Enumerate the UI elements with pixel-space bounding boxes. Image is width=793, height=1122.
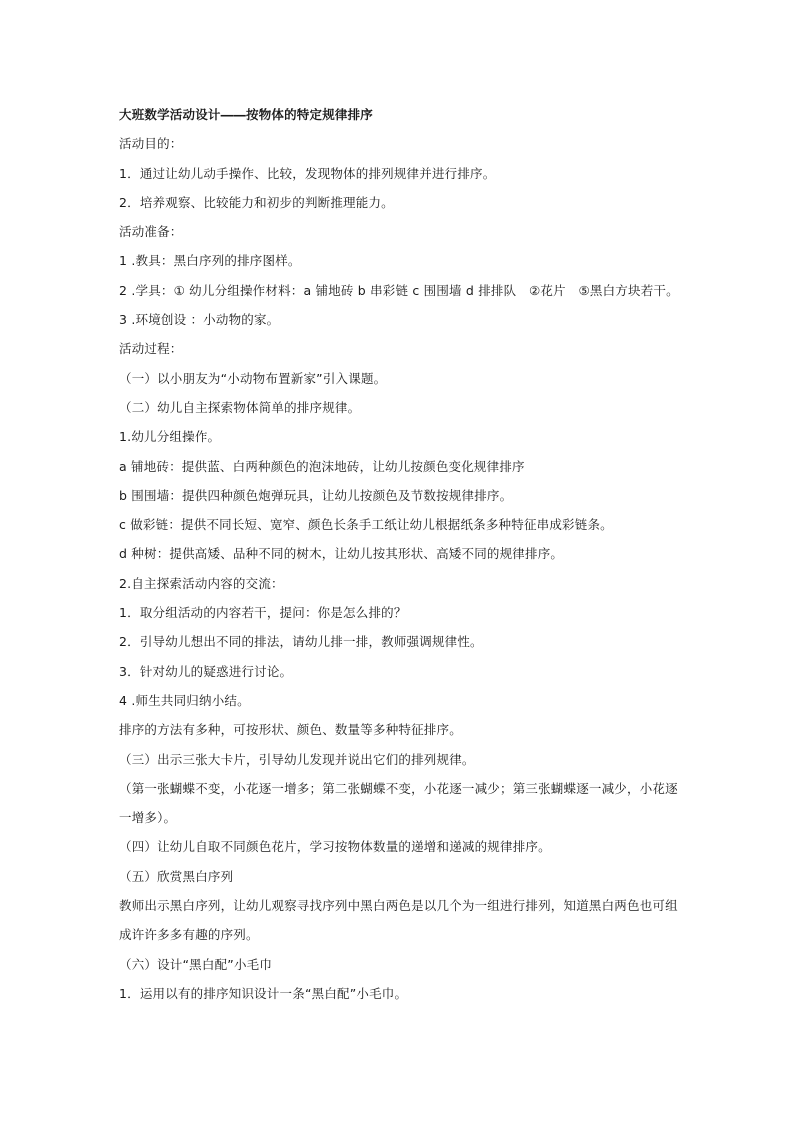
subsection-group-operation: 1.幼儿分组操作。: [119, 429, 221, 445]
exchange-item-1: 1．取分组活动的内容若干，提问：你是怎么排的？: [119, 605, 407, 621]
exchange-item-3: 3．针对幼儿的疑惑进行讨论。: [119, 663, 293, 679]
process-step-3: （三）出示三张大卡片，引导幼儿发现并说出它们的排列规律。: [119, 751, 475, 767]
preparation-item-2: 2 .学具：① 幼儿分组操作材料：a 铺地砖 b 串彩链 c 围围墙 d 排排队 ②花片 ⑤黑白方块若干。: [119, 282, 679, 298]
activity-item-d: d 种树：提供高矮、品种不同的树木，让幼儿按其形状、高矮不同的规律排序。: [119, 546, 564, 562]
subsection-exchange: 2.自主探索活动内容的交流：: [119, 575, 284, 591]
document-body: [119, 100, 679, 1008]
process-step-5: （五）欣赏黑白序列: [119, 868, 234, 884]
goal-item-2: 2．培养观察、比较能力和初步的判断推理能力。: [119, 194, 394, 210]
exchange-item-4: 4 .师生共同归纳小结。: [119, 692, 250, 708]
preparation-item-3: 3 .环境创设 ：小动物的家。: [119, 312, 280, 328]
process-step-2: （二）幼儿自主探索物体简单的排序规律。: [119, 399, 361, 415]
black-white-description: 教师出示黑白序列，让幼儿观察寻找序列中黑白两色是以几个为一组进行排列，知道黑白两色也可组成许许多多有趣的序列。: [119, 898, 678, 943]
exchange-item-2: 2．引导幼儿想出不同的排法，请幼儿排一排，教师强调规律性。: [119, 634, 483, 650]
preparation-item-1: 1 .教具：黑白序列的排序图样。: [119, 253, 301, 269]
activity-item-b: b 围围墙：提供四种颜色炮弹玩具，让幼儿按颜色及节数按规律排序。: [119, 487, 513, 503]
activity-item-a: a 铺地砖：提供蓝、白两种颜色的泡沫地砖，让幼儿按颜色变化规律排序: [119, 458, 525, 474]
card-description: （第一张蝴蝶不变，小花逐一增多；第二张蝴蝶不变，小花逐一减少；第三张蝴蝶逐一减少，小花逐一增多）。: [119, 780, 678, 826]
summary-text: 排序的方法有多种，可按形状、颜色、数量等多种特征排序。: [119, 722, 462, 738]
section-heading-preparation: 活动准备：: [119, 224, 183, 240]
goal-item-1: 1．通过让幼儿动手操作、比较，发现物体的排列规律并进行排序。: [119, 165, 496, 181]
process-step-1: （一）以小朋友为“小动物布置新家”引入课题。: [119, 370, 387, 386]
process-step-4: （四）让幼儿自取不同颜色花片，学习按物体数量的递增和递减的规律排序。: [119, 839, 551, 855]
process-step-6: （六）设计“黑白配”小毛巾: [119, 956, 273, 972]
section-heading-process: 活动过程：: [119, 341, 183, 357]
design-item-1: 1．运用以有的排序知识设计一条“黑白配”小毛巾。: [119, 985, 408, 1001]
activity-item-c: c 做彩链：提供不同长短、宽窄、颜色长条手工纸让幼儿根据纸条多种特征串成彩链条。: [119, 517, 613, 533]
document-title: 大班数学活动设计――按物体的特定规律排序: [119, 107, 374, 122]
section-heading-goals: 活动目的：: [119, 136, 183, 152]
